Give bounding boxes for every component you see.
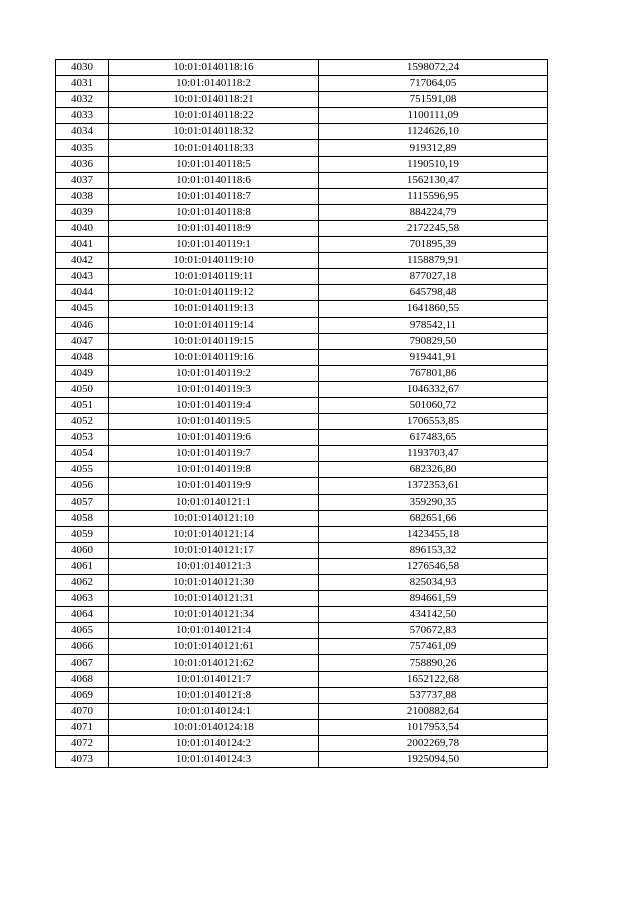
table-row — [56, 285, 548, 301]
row-number-cell: 4062 — [56, 575, 109, 591]
table-row — [56, 60, 548, 76]
value-cell: 1641860,55 — [319, 301, 548, 317]
table-row — [56, 575, 548, 591]
value-cell: 1046332,67 — [319, 381, 548, 397]
row-number-cell: 4053 — [56, 430, 109, 446]
cadastral-number-cell: 10:01:0140121:14 — [109, 526, 319, 542]
cadastral-number-cell: 10:01:0140121:17 — [109, 542, 319, 558]
row-number-cell: 4047 — [56, 333, 109, 349]
row-number-cell: 4039 — [56, 204, 109, 220]
value-cell: 537737,88 — [319, 687, 548, 703]
cadastral-number-cell: 10:01:0140119:6 — [109, 430, 319, 446]
table-row — [56, 92, 548, 108]
row-number-cell: 4042 — [56, 253, 109, 269]
row-number-cell: 4037 — [56, 172, 109, 188]
cadastral-number-cell: 10:01:0140118:7 — [109, 188, 319, 204]
row-number-cell: 4056 — [56, 478, 109, 494]
value-cell: 570672,83 — [319, 623, 548, 639]
cadastral-number-cell: 10:01:0140118:21 — [109, 92, 319, 108]
cadastral-number-cell: 10:01:0140121:4 — [109, 623, 319, 639]
row-number-cell: 4064 — [56, 607, 109, 623]
table-row — [56, 671, 548, 687]
table-row — [56, 220, 548, 236]
row-number-cell: 4034 — [56, 124, 109, 140]
value-cell: 1158879,91 — [319, 253, 548, 269]
cadastral-number-cell: 10:01:0140121:10 — [109, 510, 319, 526]
cadastral-number-cell: 10:01:0140121:61 — [109, 639, 319, 655]
table-row — [56, 156, 548, 172]
value-cell: 1017953,54 — [319, 719, 548, 735]
table-row — [56, 204, 548, 220]
row-number-cell: 4068 — [56, 671, 109, 687]
row-number-cell: 4057 — [56, 494, 109, 510]
value-cell: 1925094,50 — [319, 752, 548, 768]
table-row — [56, 703, 548, 719]
row-number-cell: 4030 — [56, 60, 109, 76]
table-row — [56, 719, 548, 735]
cadastral-number-cell: 10:01:0140118:33 — [109, 140, 319, 156]
cadastral-number-cell: 10:01:0140118:6 — [109, 172, 319, 188]
value-cell: 2172245,58 — [319, 220, 548, 236]
value-cell: 757461,09 — [319, 639, 548, 655]
table-row — [56, 381, 548, 397]
row-number-cell: 4067 — [56, 655, 109, 671]
value-cell: 825034,93 — [319, 575, 548, 591]
table-row — [56, 446, 548, 462]
cadastral-number-cell: 10:01:0140118:2 — [109, 76, 319, 92]
table-row — [56, 237, 548, 253]
table-row — [56, 365, 548, 381]
row-number-cell: 4055 — [56, 462, 109, 478]
table-row — [56, 301, 548, 317]
cadastral-number-cell: 10:01:0140121:30 — [109, 575, 319, 591]
row-number-cell: 4063 — [56, 591, 109, 607]
row-number-cell: 4052 — [56, 414, 109, 430]
cadastral-number-cell: 10:01:0140119:14 — [109, 317, 319, 333]
cadastral-number-cell: 10:01:0140119:15 — [109, 333, 319, 349]
value-cell: 1706553,85 — [319, 414, 548, 430]
cadastral-number-cell: 10:01:0140121:34 — [109, 607, 319, 623]
row-number-cell: 4061 — [56, 558, 109, 574]
cadastral-number-cell: 10:01:0140119:11 — [109, 269, 319, 285]
table-row — [56, 269, 548, 285]
value-cell: 2002269,78 — [319, 735, 548, 751]
row-number-cell: 4048 — [56, 349, 109, 365]
cadastral-number-cell: 10:01:0140124:1 — [109, 703, 319, 719]
value-cell: 717064,05 — [319, 76, 548, 92]
value-cell: 894661,59 — [319, 591, 548, 607]
table-row — [56, 591, 548, 607]
value-cell: 1562130,47 — [319, 172, 548, 188]
row-number-cell: 4040 — [56, 220, 109, 236]
table-row — [56, 124, 548, 140]
table-row — [56, 414, 548, 430]
value-cell: 1100111,09 — [319, 108, 548, 124]
cadastral-number-cell: 10:01:0140119:9 — [109, 478, 319, 494]
table-row — [56, 655, 548, 671]
value-cell: 877027,18 — [319, 269, 548, 285]
table-row — [56, 253, 548, 269]
value-cell: 359290,35 — [319, 494, 548, 510]
value-cell: 884224,79 — [319, 204, 548, 220]
cadastral-number-cell: 10:01:0140121:3 — [109, 558, 319, 574]
table-row — [56, 478, 548, 494]
cadastral-number-cell: 10:01:0140121:62 — [109, 655, 319, 671]
value-cell: 1115596,95 — [319, 188, 548, 204]
value-cell: 790829,50 — [319, 333, 548, 349]
row-number-cell: 4035 — [56, 140, 109, 156]
value-cell: 1372353,61 — [319, 478, 548, 494]
value-cell: 1652122,68 — [319, 671, 548, 687]
table-row — [56, 752, 548, 768]
row-number-cell: 4031 — [56, 76, 109, 92]
table-row — [56, 558, 548, 574]
value-cell: 1193703,47 — [319, 446, 548, 462]
value-cell: 919441,91 — [319, 349, 548, 365]
table-row — [56, 333, 548, 349]
row-number-cell: 4070 — [56, 703, 109, 719]
cadastral-number-cell: 10:01:0140121:1 — [109, 494, 319, 510]
value-cell: 645798,48 — [319, 285, 548, 301]
table-row — [56, 494, 548, 510]
value-cell: 682651,66 — [319, 510, 548, 526]
row-number-cell: 4073 — [56, 752, 109, 768]
cadastral-number-cell: 10:01:0140121:31 — [109, 591, 319, 607]
table-row — [56, 687, 548, 703]
row-number-cell: 4041 — [56, 237, 109, 253]
table-row — [56, 462, 548, 478]
row-number-cell: 4051 — [56, 397, 109, 413]
row-number-cell: 4043 — [56, 269, 109, 285]
cadastral-number-cell: 10:01:0140119:16 — [109, 349, 319, 365]
row-number-cell: 4050 — [56, 381, 109, 397]
cadastral-number-cell: 10:01:0140124:18 — [109, 719, 319, 735]
cadastral-number-cell: 10:01:0140119:12 — [109, 285, 319, 301]
row-number-cell: 4060 — [56, 542, 109, 558]
table-row — [56, 317, 548, 333]
row-number-cell: 4045 — [56, 301, 109, 317]
table-row — [56, 76, 548, 92]
cadastral-number-cell: 10:01:0140124:2 — [109, 735, 319, 751]
value-cell: 434142,50 — [319, 607, 548, 623]
value-cell: 1598072,24 — [319, 60, 548, 76]
row-number-cell: 4071 — [56, 719, 109, 735]
table-row — [56, 349, 548, 365]
table-row — [56, 108, 548, 124]
value-cell: 2100882,64 — [319, 703, 548, 719]
cadastral-number-cell: 10:01:0140121:7 — [109, 671, 319, 687]
row-number-cell: 4036 — [56, 156, 109, 172]
table-row — [56, 430, 548, 446]
value-cell: 751591,08 — [319, 92, 548, 108]
row-number-cell: 4032 — [56, 92, 109, 108]
table-row — [56, 172, 548, 188]
value-cell: 682326,80 — [319, 462, 548, 478]
cadastral-number-cell: 10:01:0140119:4 — [109, 397, 319, 413]
value-cell: 919312,89 — [319, 140, 548, 156]
cadastral-number-cell: 10:01:0140119:7 — [109, 446, 319, 462]
value-cell: 1124626,10 — [319, 124, 548, 140]
cadastral-number-cell: 10:01:0140119:3 — [109, 381, 319, 397]
table-row — [56, 735, 548, 751]
table-row — [56, 140, 548, 156]
value-cell: 701895,39 — [319, 237, 548, 253]
value-cell: 1423455,18 — [319, 526, 548, 542]
cadastral-number-cell: 10:01:0140119:13 — [109, 301, 319, 317]
row-number-cell: 4038 — [56, 188, 109, 204]
cadastral-number-cell: 10:01:0140118:5 — [109, 156, 319, 172]
row-number-cell: 4065 — [56, 623, 109, 639]
row-number-cell: 4072 — [56, 735, 109, 751]
cadastral-number-cell: 10:01:0140119:1 — [109, 237, 319, 253]
row-number-cell: 4059 — [56, 526, 109, 542]
table-row — [56, 542, 548, 558]
row-number-cell: 4033 — [56, 108, 109, 124]
value-cell: 896153,32 — [319, 542, 548, 558]
table-body — [56, 60, 548, 768]
cadastral-number-cell: 10:01:0140121:8 — [109, 687, 319, 703]
value-cell: 501060,72 — [319, 397, 548, 413]
cadastral-number-cell: 10:01:0140119:5 — [109, 414, 319, 430]
row-number-cell: 4058 — [56, 510, 109, 526]
table-row — [56, 188, 548, 204]
table-row — [56, 639, 548, 655]
table-row — [56, 526, 548, 542]
table-row — [56, 623, 548, 639]
value-cell: 758890,26 — [319, 655, 548, 671]
cadastral-number-cell: 10:01:0140124:3 — [109, 752, 319, 768]
cadastral-number-cell: 10:01:0140119:8 — [109, 462, 319, 478]
table-row — [56, 397, 548, 413]
row-number-cell: 4046 — [56, 317, 109, 333]
row-number-cell: 4066 — [56, 639, 109, 655]
row-number-cell: 4049 — [56, 365, 109, 381]
cadastral-number-cell: 10:01:0140118:32 — [109, 124, 319, 140]
value-cell: 1190510,19 — [319, 156, 548, 172]
row-number-cell: 4044 — [56, 285, 109, 301]
value-cell: 617483,65 — [319, 430, 548, 446]
table-row — [56, 607, 548, 623]
cadastral-number-cell: 10:01:0140118:9 — [109, 220, 319, 236]
value-cell: 767801,86 — [319, 365, 548, 381]
cadastral-number-cell: 10:01:0140118:8 — [109, 204, 319, 220]
cadastral-number-cell: 10:01:0140118:22 — [109, 108, 319, 124]
cadastral-number-cell: 10:01:0140119:10 — [109, 253, 319, 269]
cadastral-number-cell: 10:01:0140119:2 — [109, 365, 319, 381]
value-cell: 1276546,58 — [319, 558, 548, 574]
table-row — [56, 510, 548, 526]
cadastral-number-cell: 10:01:0140118:16 — [109, 60, 319, 76]
row-number-cell: 4054 — [56, 446, 109, 462]
row-number-cell: 4069 — [56, 687, 109, 703]
value-cell: 978542,11 — [319, 317, 548, 333]
data-table — [55, 59, 548, 768]
